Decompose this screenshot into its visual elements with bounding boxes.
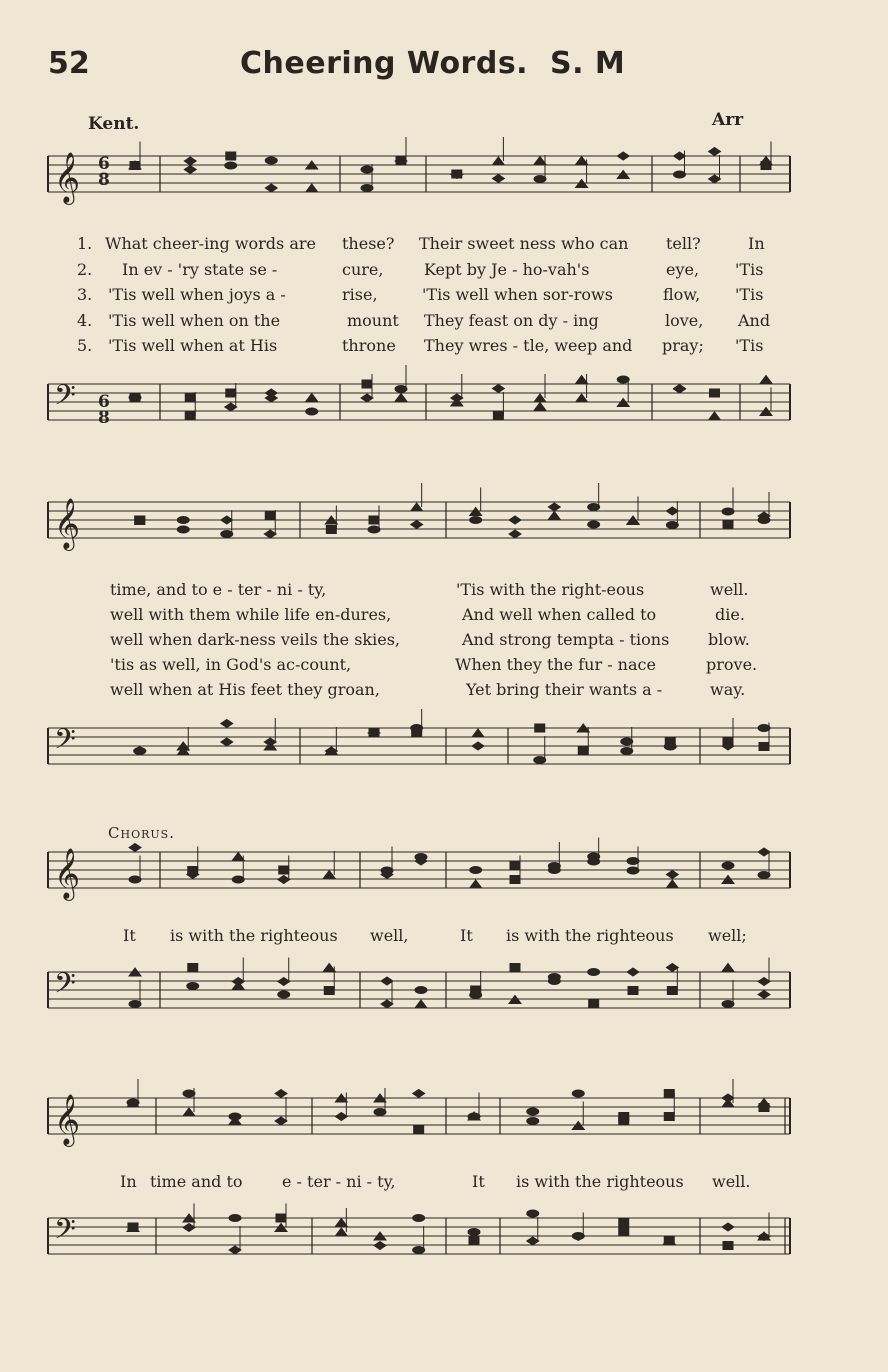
shape-note-sol	[468, 1229, 480, 1236]
shape-note-sol	[177, 526, 189, 533]
shape-note-la	[414, 1126, 424, 1134]
verse-5-row	[0, 336, 888, 360]
shape-note-la	[710, 389, 720, 397]
shape-note-mi	[129, 844, 141, 852]
shape-note-mi	[548, 503, 560, 511]
shape-note-fa	[323, 871, 335, 879]
shape-note-sol	[413, 1247, 425, 1254]
shape-note-sol	[225, 162, 237, 169]
shape-note-fa	[306, 394, 318, 402]
shape-note-sol	[588, 853, 600, 860]
shape-note-mi	[492, 385, 504, 393]
shape-note-sol	[572, 1090, 584, 1097]
shape-note-fa	[470, 880, 482, 888]
lyric: time and to	[150, 1172, 243, 1191]
verse-number: 3.	[77, 285, 93, 304]
shape-note-la	[664, 1090, 674, 1098]
shape-note-la	[324, 987, 334, 995]
shape-note-sol	[395, 386, 407, 393]
shape-note-la	[185, 412, 195, 420]
shape-note-fa	[758, 1099, 770, 1107]
shape-note-fa	[472, 729, 484, 737]
shape-note-la	[578, 747, 588, 755]
shape-note-fa	[534, 403, 546, 411]
shape-note-fa	[335, 1219, 347, 1227]
lyric: blow.	[708, 630, 750, 649]
shape-note-sol	[129, 1001, 141, 1008]
lyric: And strong tempta - tions	[462, 630, 670, 649]
shape-note-mi	[381, 977, 393, 985]
time-sig-bottom: 8	[98, 408, 110, 428]
shape-note-mi	[265, 184, 277, 192]
shape-note-mi	[278, 978, 290, 986]
shape-note-mi	[221, 738, 233, 746]
shape-note-sol	[187, 983, 199, 990]
lyric: When they the fur - nace	[455, 655, 656, 674]
lyric: 'Tis	[735, 260, 764, 279]
verse-2-row	[0, 260, 888, 284]
shape-note-mi	[492, 175, 504, 183]
shape-note-la	[493, 412, 503, 420]
shape-note-mi	[275, 1090, 287, 1098]
shape-note-la	[188, 964, 198, 972]
shape-note-sol	[548, 978, 560, 985]
shape-note-sol	[527, 1118, 539, 1125]
shape-note-sol	[758, 725, 770, 732]
shape-note-la	[326, 526, 336, 534]
lyric: 'Tis	[735, 336, 764, 355]
shape-note-la	[664, 1113, 674, 1121]
shape-note-la	[723, 521, 733, 529]
shape-note-mi	[374, 1242, 386, 1250]
shape-note-sol	[361, 185, 373, 192]
shape-note-la	[128, 1223, 138, 1231]
shape-note-sol	[722, 508, 734, 515]
lyric: Their sweet ness who can	[419, 234, 629, 253]
lyric: is with the righteous	[170, 926, 338, 945]
shape-note-sol	[470, 867, 482, 874]
hymn-title-text: Cheering Words.	[240, 46, 529, 81]
lyric: In ev - 'ry state se -	[122, 260, 278, 279]
shape-note-mi	[361, 394, 373, 402]
shape-note-sol	[588, 521, 600, 528]
verse-number: 2.	[77, 260, 93, 279]
shape-note-fa	[548, 512, 560, 520]
lyric: e - ter - ni - ty,	[282, 1172, 396, 1191]
shape-note-la	[469, 1237, 479, 1245]
shape-note-sol	[374, 1109, 386, 1116]
shape-note-sol	[265, 157, 277, 164]
lyric: They feast on dy - ing	[424, 311, 599, 330]
lyric: 'Tis with the right-eous	[456, 580, 645, 599]
shape-note-mi	[758, 991, 770, 999]
shape-note-fa	[576, 157, 588, 165]
lyric: well.	[712, 1172, 751, 1191]
treble-clef-icon: 𝄞	[54, 1094, 81, 1145]
arranger: Arr	[712, 110, 744, 130]
shape-note-la	[759, 743, 769, 751]
lyric: eye,	[666, 260, 700, 279]
lyric: well with them while life en-dures,	[110, 605, 392, 624]
lyric: well,	[370, 926, 409, 945]
shape-note-sol	[232, 876, 244, 883]
shape-note-mi	[509, 530, 521, 538]
treble-clef-icon: 𝄞	[54, 498, 81, 549]
shape-note-mi	[758, 978, 770, 986]
shape-note-la	[396, 157, 406, 165]
shape-note-fa	[760, 157, 772, 165]
shape-note-la	[589, 1000, 599, 1008]
lyric: 'Tis well when at His	[108, 336, 278, 355]
shape-note-sol	[361, 166, 373, 173]
shape-note-mi	[527, 1237, 539, 1245]
shape-note-fa	[576, 394, 588, 402]
shape-note-la	[279, 866, 289, 874]
shape-note-fa	[183, 1108, 195, 1116]
shape-note-mi	[229, 1246, 241, 1254]
section2-row-1	[0, 580, 888, 604]
lyric: They wres - tle, weep and	[424, 336, 633, 355]
shape-note-fa	[709, 412, 721, 420]
lyric: die.	[715, 605, 745, 624]
shape-note-mi	[509, 516, 521, 524]
shape-note-fa	[492, 157, 504, 165]
shape-note-mi	[674, 152, 686, 160]
shape-note-sol	[306, 408, 318, 415]
shape-note-la	[510, 876, 520, 884]
shape-note-mi	[221, 516, 233, 524]
shape-note-mi	[413, 1090, 425, 1098]
lyric: flow,	[663, 285, 701, 304]
lyric: well.	[710, 580, 749, 599]
shape-note-fa	[722, 964, 734, 972]
shape-note-fa	[576, 376, 588, 384]
lyric: rise,	[342, 285, 378, 304]
lyric: throne	[342, 336, 396, 355]
bass-clef-icon: 𝄢	[54, 723, 76, 763]
shape-note-sol	[221, 531, 233, 538]
shape-note-sol	[548, 867, 560, 874]
treble-clef-icon: 𝄞	[54, 848, 81, 899]
shape-note-sol	[627, 858, 639, 865]
shape-note-sol	[229, 1215, 241, 1222]
shape-note-fa	[534, 394, 546, 402]
shape-note-la	[510, 964, 520, 972]
lyric: And well when called to	[462, 605, 657, 624]
shape-note-mi	[265, 389, 277, 397]
lyric: these?	[342, 234, 395, 253]
shape-note-sol	[666, 522, 678, 529]
shape-note-la	[226, 152, 236, 160]
time-signature-bass	[98, 394, 110, 426]
lyric: well when at His feet they groan,	[110, 680, 380, 699]
bass-clef-icon: 𝄢	[54, 1213, 76, 1253]
lyric: well;	[708, 926, 747, 945]
shape-note-sol	[129, 876, 141, 883]
shape-note-la	[276, 1214, 286, 1222]
shape-note-mi	[709, 175, 721, 183]
shape-note-la	[723, 1242, 733, 1250]
lyric: 'Tis well when sor-rows	[422, 285, 613, 304]
lyric: Kept by Je - ho-vah's	[424, 260, 590, 279]
shape-note-la	[369, 516, 379, 524]
shape-note-mi	[183, 1224, 195, 1232]
shape-note-mi	[184, 157, 196, 165]
shape-note-sol	[183, 1090, 195, 1097]
lyric: 'Tis well when on the	[108, 311, 281, 330]
shape-note-sol	[278, 991, 290, 998]
lyric: And	[738, 311, 771, 330]
lyric: 'Tis	[735, 285, 764, 304]
shape-note-mi	[627, 968, 639, 976]
verse-3-row	[0, 285, 888, 309]
shape-note-sol	[722, 1001, 734, 1008]
lyric: It	[123, 926, 136, 945]
shape-note-mi	[709, 148, 721, 156]
shape-note-la	[619, 1228, 629, 1236]
lyric: love,	[665, 311, 704, 330]
shape-note-la	[628, 987, 638, 995]
verse-number: 5.	[77, 336, 93, 355]
hymn-meter: S. M	[549, 46, 626, 81]
lyric: tell?	[666, 234, 701, 253]
lyric: In	[748, 234, 765, 253]
time-sig-bottom: 8	[98, 170, 110, 190]
page-number: 52	[48, 46, 90, 81]
shape-note-mi	[275, 1117, 287, 1125]
lyric: In	[120, 1172, 137, 1191]
shape-note-mi	[221, 720, 233, 728]
lyric: is with the righteous	[506, 926, 674, 945]
shape-note-mi	[278, 876, 290, 884]
chorus-line-1	[0, 926, 888, 950]
shape-note-sol	[674, 171, 686, 178]
shape-note-fa	[534, 157, 546, 165]
shape-note-la	[265, 512, 275, 520]
shape-note-mi	[666, 964, 678, 972]
shape-note-sol	[722, 862, 734, 869]
shape-note-sol	[534, 757, 546, 764]
section2-row-3	[0, 630, 888, 654]
shape-note-mi	[722, 1094, 734, 1102]
section2-row-4	[0, 655, 888, 679]
shape-note-sol	[413, 1215, 425, 1222]
lyric: 'Tis well when joys a -	[108, 285, 286, 304]
shape-note-sol	[415, 987, 427, 994]
shape-note-fa	[395, 394, 407, 402]
shape-note-fa	[666, 880, 678, 888]
chorus-label: Chorus.	[108, 824, 175, 842]
chorus-line-2	[0, 1172, 888, 1196]
shape-note-la	[535, 724, 545, 732]
shape-note-la	[510, 862, 520, 870]
shape-note-la	[619, 1219, 629, 1227]
shape-note-sol	[368, 526, 380, 533]
shape-note-sol	[127, 1099, 139, 1106]
verse-number: 1.	[77, 234, 93, 253]
shape-note-mi	[722, 1223, 734, 1231]
shape-note-la	[369, 729, 379, 737]
shape-note-fa	[335, 1228, 347, 1236]
shape-note-mi	[617, 152, 629, 160]
shape-note-fa	[760, 376, 772, 384]
lyric: time, and to e - ter - ni - ty,	[110, 580, 327, 599]
shape-note-la	[452, 170, 462, 178]
shape-note-sol	[572, 1233, 584, 1240]
shape-note-la	[185, 394, 195, 402]
shape-note-sol	[177, 517, 189, 524]
shape-note-mi	[758, 848, 770, 856]
lyric: prove.	[706, 655, 758, 674]
shape-note-la	[665, 738, 675, 746]
shape-note-la	[362, 380, 372, 388]
shape-note-mi	[264, 530, 276, 538]
shape-note-sol	[588, 969, 600, 976]
shape-note-sol	[527, 1108, 539, 1115]
shape-note-mi	[674, 385, 686, 393]
shape-note-la	[667, 987, 677, 995]
shape-note-sol	[129, 394, 141, 401]
lyric: mount	[347, 311, 399, 330]
shape-note-sol	[411, 725, 423, 732]
shape-note-fa	[306, 184, 318, 192]
time-signature-treble	[98, 156, 110, 188]
shape-note-mi	[411, 521, 423, 529]
shape-note-sol	[527, 1210, 539, 1217]
shape-note-sol	[758, 872, 770, 879]
verse-4-row	[0, 311, 888, 335]
shape-note-mi	[666, 507, 678, 515]
shape-note-mi	[335, 1113, 347, 1121]
shape-note-mi	[225, 403, 237, 411]
verse-number: 4.	[77, 311, 93, 330]
shape-note-fa	[411, 503, 423, 511]
lyric: It	[472, 1172, 485, 1191]
shape-note-mi	[472, 742, 484, 750]
lyric: well when dark-ness veils the skies,	[110, 630, 400, 649]
bass-clef-icon: 𝄢	[54, 379, 76, 419]
shape-note-mi	[381, 1000, 393, 1008]
tune-name: Kent.	[88, 114, 140, 134]
shape-note-sol	[621, 748, 633, 755]
lyric: Yet bring their wants a -	[466, 680, 663, 699]
shape-note-fa	[323, 964, 335, 972]
shape-note-sol	[588, 504, 600, 511]
section2-row-5	[0, 680, 888, 704]
shape-note-mi	[184, 166, 196, 174]
treble-clef-icon: 𝄞	[54, 152, 81, 203]
shape-note-fa	[232, 853, 244, 861]
lyric: 'tis as well, in God's ac-count,	[110, 655, 352, 674]
time-sig-top: 6	[98, 154, 110, 174]
shape-note-sol	[621, 738, 633, 745]
shape-note-sol	[627, 867, 639, 874]
shape-note-la	[471, 986, 481, 994]
shape-note-fa	[415, 1000, 427, 1008]
bass-clef-icon: 𝄢	[54, 967, 76, 1007]
shape-note-mi	[666, 871, 678, 879]
shape-note-la	[135, 516, 145, 524]
shape-note-sol	[534, 176, 546, 183]
lyric: way.	[710, 680, 746, 699]
lyric: cure,	[342, 260, 384, 279]
shape-note-sol	[758, 517, 770, 524]
lyric: It	[460, 926, 473, 945]
lyric: pray;	[662, 336, 704, 355]
shape-note-la	[619, 1117, 629, 1125]
lyric: What cheer-ing words are	[105, 234, 316, 253]
shape-note-sol	[617, 376, 629, 383]
lyric: is with the righteous	[516, 1172, 684, 1191]
shape-note-sol	[470, 517, 482, 524]
time-sig-top: 6	[98, 392, 110, 412]
shape-note-la	[226, 389, 236, 397]
verse-1-row	[0, 234, 888, 258]
section2-row-2	[0, 605, 888, 629]
